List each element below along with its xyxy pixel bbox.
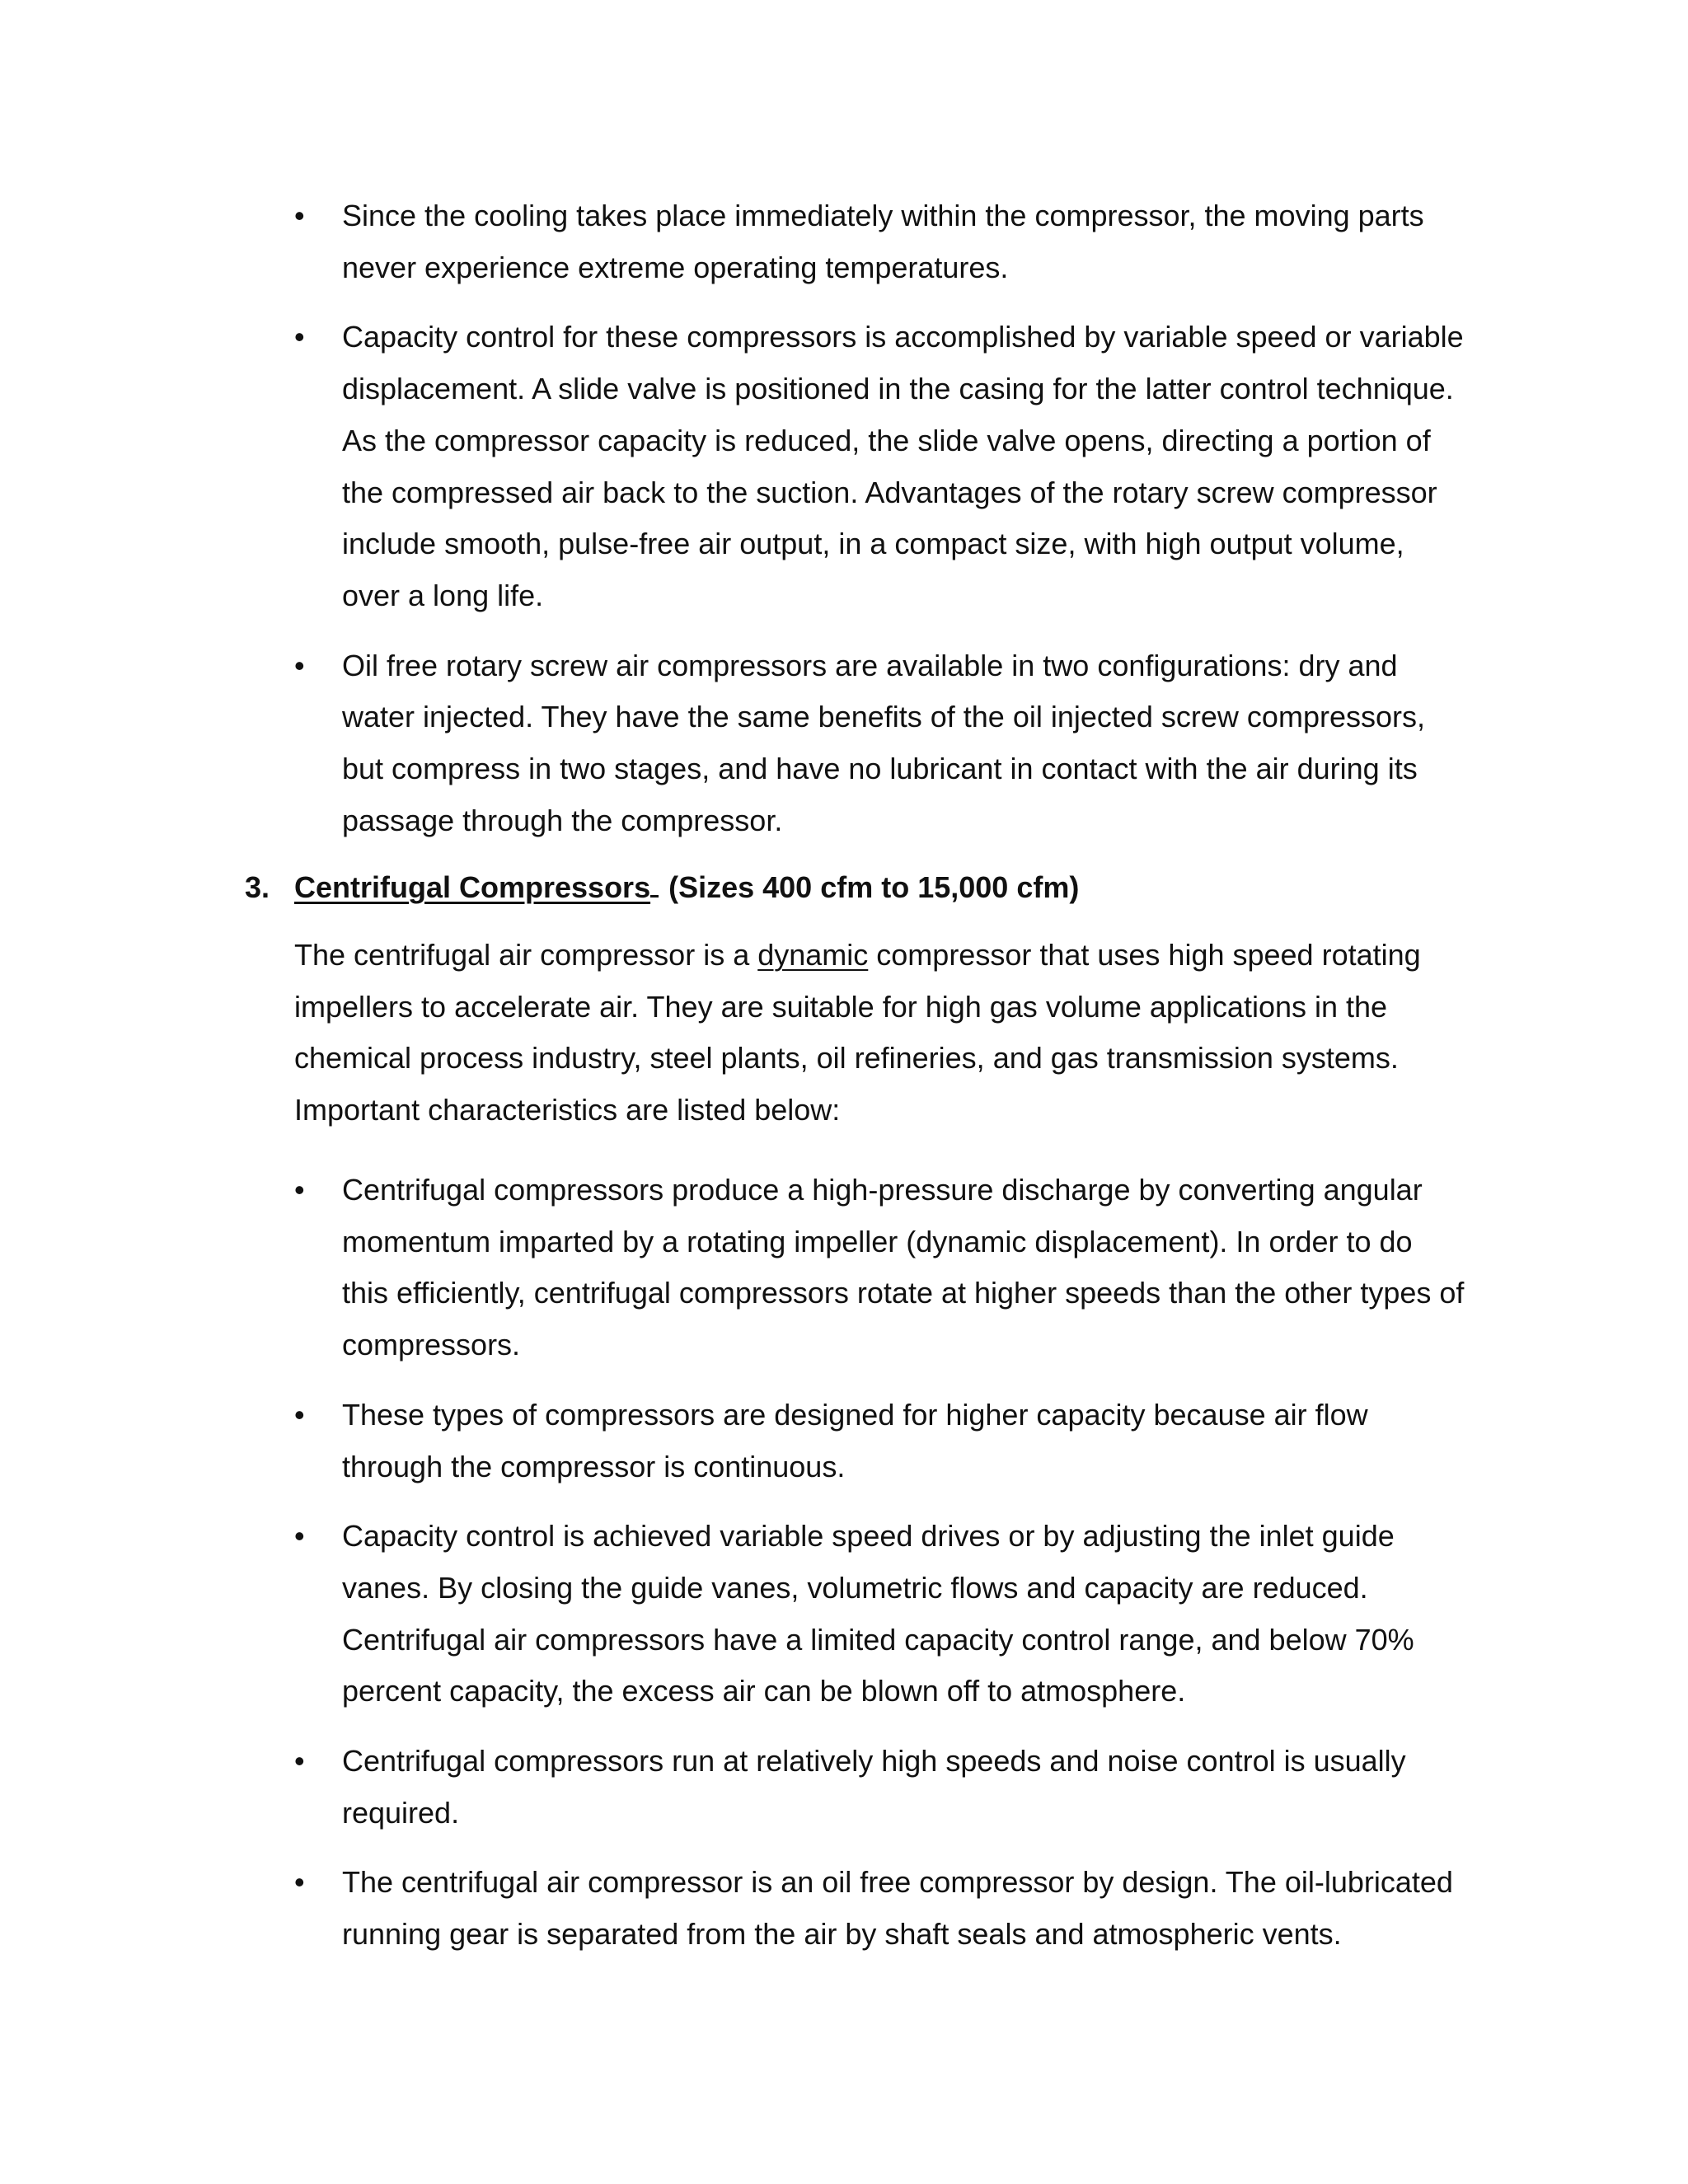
intro-text-before: The centrifugal air compressor is a — [294, 938, 758, 972]
bullet-icon: • — [294, 320, 305, 354]
section-title: Centrifugal Compressors — [294, 870, 651, 904]
list-item-text: Centrifugal compressors run at relatively high speeds and noise control is usually required. — [342, 1744, 1406, 1830]
bullet-icon: • — [294, 1519, 305, 1554]
bullet-icon: • — [294, 1744, 305, 1779]
list-item-text: Oil free rotary screw air compressors are available in two configurations: dry and water injected. They have the same benefits of the oil injected screw compressors, but compress in two stages, and have no lubricant in contact with the air during its passage through the compressor. — [342, 648, 1425, 837]
list-item — [294, 1390, 1465, 1493]
list-item — [294, 1857, 1465, 1960]
list-item — [294, 190, 1465, 293]
list-item-text: The centrifugal air compressor is an oil free compressor by design. The oil-lubricated running gear is separated from the air by shaft seals and atmospheric vents. — [342, 1865, 1453, 1952]
intro-underlined-term: dynamic — [757, 938, 869, 972]
list-item-text: Capacity control is achieved variable speed drives or by adjusting the inlet guide vanes. By closing the guide vanes, volumetric flows and capacity are reduced. Centrifugal air compressors have a limited capacity control range, and below 70% percent capacity, the excess air can be blown off to atmosphere. — [342, 1519, 1414, 1708]
list-item — [294, 1511, 1465, 1718]
bullet-icon: • — [294, 1865, 305, 1900]
section-heading — [245, 862, 1481, 914]
section-number: 3. — [245, 870, 270, 904]
bullet-icon: • — [294, 1173, 305, 1207]
intro-text-after: compressor that uses high speed rotating impellers to accelerate air. They are suitable for high gas volume applications in the chemical process industry, steel plants, oil refineries, and gas transmission systems. Important characteristics are listed below: — [294, 938, 1421, 1127]
list-item-text: Since the cooling takes place immediately within the compressor, the moving parts never experience extreme operating temperatures. — [342, 199, 1424, 284]
list-item — [294, 312, 1465, 621]
list-item — [294, 640, 1465, 847]
list-item-text: Centrifugal compressors produce a high-pressure discharge by converting angular momentum imparted by a rotating impeller (dynamic displacement). In order to do this efficiently, centrifugal compressors rotate at higher speeds than the other types of compressors. — [342, 1173, 1465, 1362]
list-item-text: Capacity control for these compressors is accomplished by variable speed or variable displacement. A slide valve is positioned in the casing for the latter control technique. As the compressor capacity is reduced, the slide valve opens, directing a portion of the compressed air back to the suction. Advantages of the rotary screw compressor include smooth, pulse-free air output, in a compact size, with high output volume, over a long life. — [342, 320, 1464, 612]
list-item — [294, 1736, 1465, 1839]
title-underline-extension — [650, 894, 659, 898]
bullet-icon: • — [294, 648, 305, 682]
list-item-text: These types of compressors are designed for higher capacity because air flow through the compressor is continuous. — [342, 1397, 1368, 1483]
section-subtitle: (Sizes 400 cfm to 15,000 cfm) — [668, 870, 1080, 904]
bullet-icon: • — [294, 199, 305, 232]
intro-paragraph — [294, 930, 1465, 1137]
list-item — [294, 1165, 1465, 1371]
rotary-screw-bullet-list — [294, 190, 1465, 865]
centrifugal-bullet-list — [294, 1165, 1465, 1979]
bullet-icon: • — [294, 1397, 305, 1432]
